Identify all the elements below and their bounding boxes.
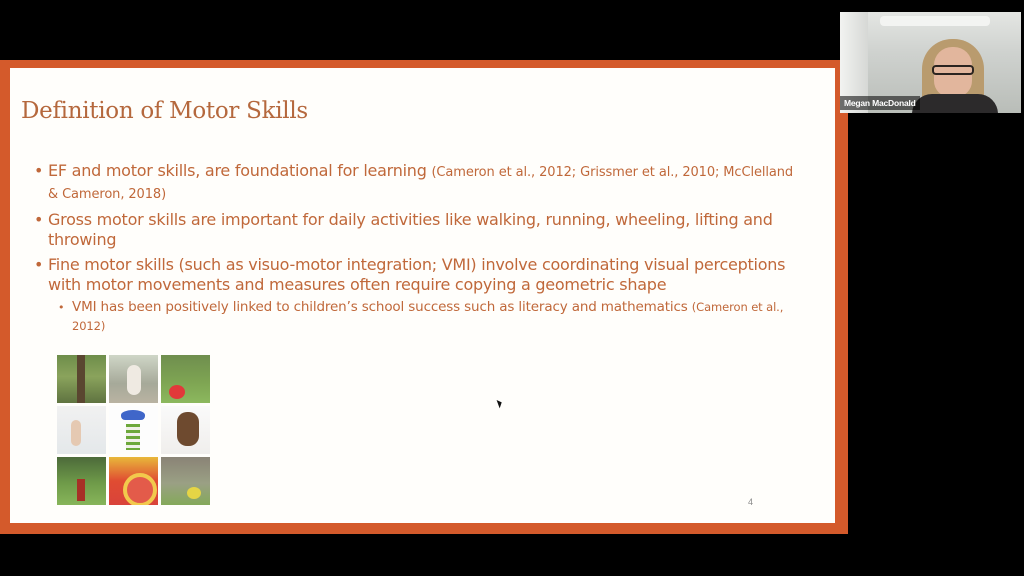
glasses-icon (932, 65, 974, 75)
bullet-item (34, 161, 804, 205)
participant-name-label: Megan MacDonald (840, 96, 920, 110)
slide-page-number: 4 (748, 497, 754, 507)
sub-bullet-item (58, 298, 804, 336)
photo-child-blowing-bubbles (57, 457, 106, 505)
slide-frame (0, 60, 848, 534)
participant-body (912, 94, 998, 113)
photo-child-lifting-blue-bowl (109, 406, 158, 454)
bullet-text: EF and motor skills, are foundational for learning (48, 161, 432, 180)
children-photo-collage (57, 355, 213, 508)
bullet-list (34, 161, 804, 336)
bullet-text: Gross motor skills are important for daily activities like walking, running, wheeling, lifting and throwing (48, 210, 773, 249)
photo-children-climbing-tree (57, 355, 106, 403)
bullet-text: Fine motor skills (such as visuo-motor integration; VMI) involve coordinating visual perceptions with motor movements and measures often require copying a geometric shape (48, 255, 786, 294)
photo-toddler-crawling (161, 406, 210, 454)
mouse-cursor-icon (497, 399, 504, 409)
slide (10, 68, 835, 523)
sub-bullet-text: VMI has been positively linked to children’s school success such as literacy and mathematics (72, 299, 692, 315)
photo-child-in-play-tunnel (109, 457, 158, 505)
photo-child-with-yellow-ball (161, 457, 210, 505)
slide-title: Definition of Motor Skills (21, 98, 308, 124)
bullet-citation: (Cameron et al., 2012; Grissmer et al., 2010; McClelland & Cameron, 2018) (48, 165, 794, 202)
background-light (880, 16, 990, 26)
participant-video-tile[interactable] (840, 12, 1021, 113)
bullet-item (34, 210, 804, 250)
sub-bullet-citation: (Cameron et al., 2012) (72, 300, 784, 333)
photo-child-running-indoors (57, 406, 106, 454)
photo-child-jumping-rope (109, 355, 158, 403)
photo-child-with-red-ball (161, 355, 210, 403)
bullet-item (34, 255, 804, 295)
